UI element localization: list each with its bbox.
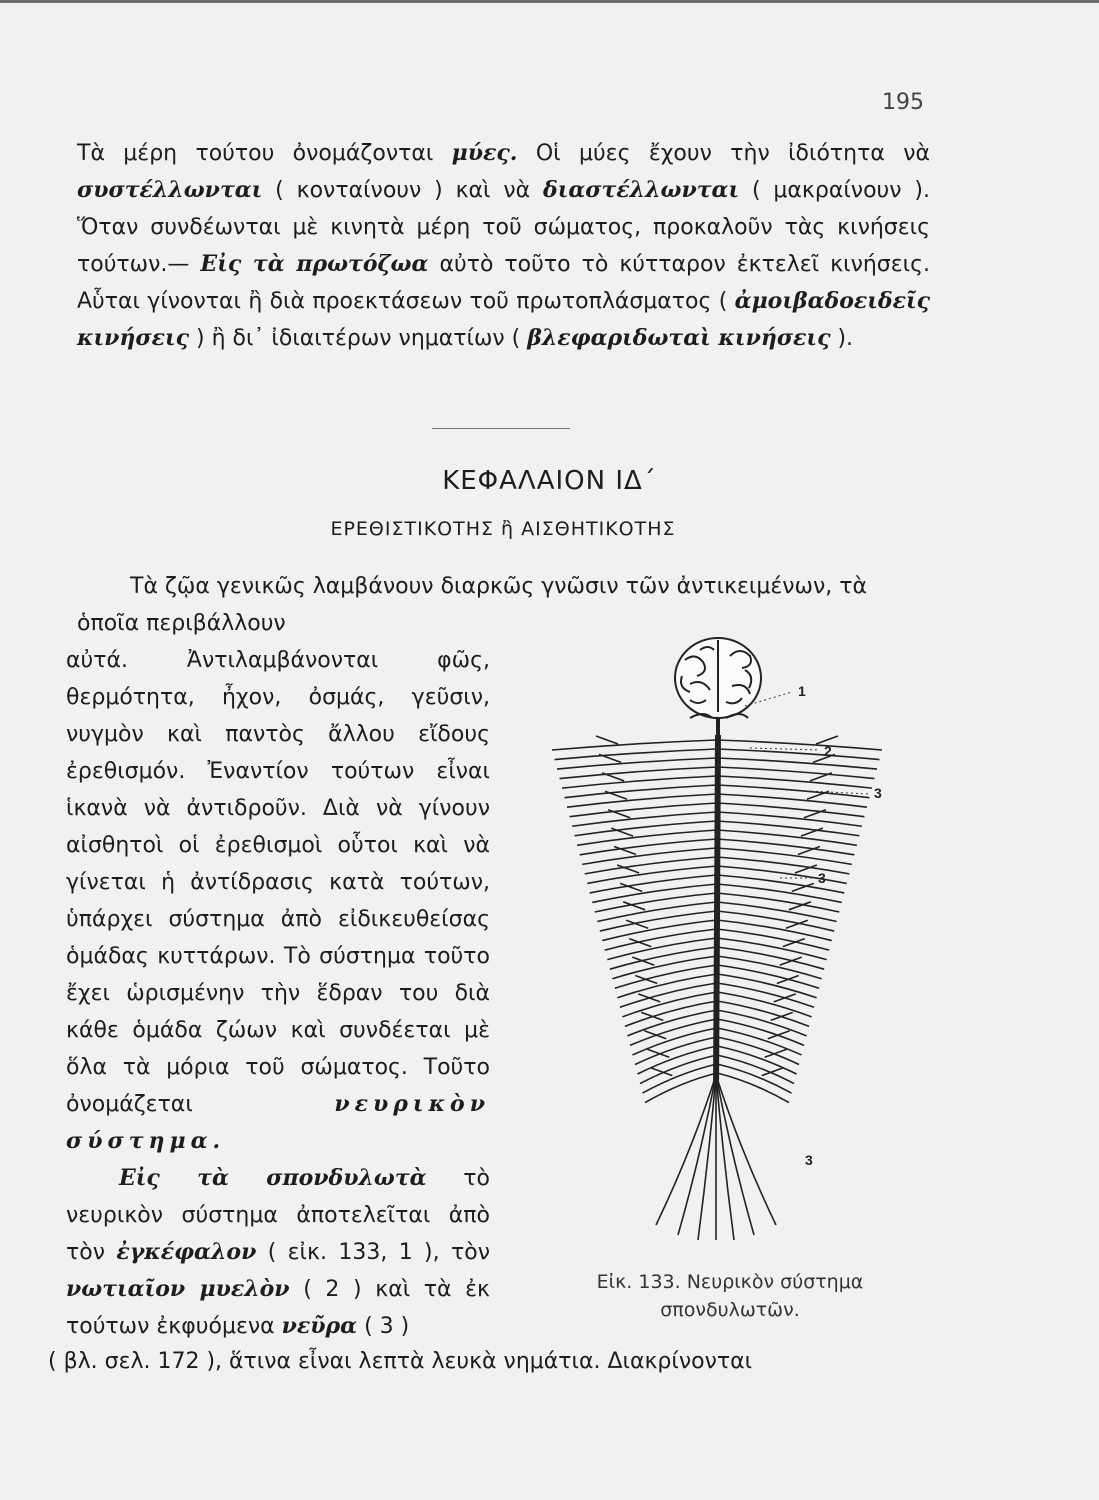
top-border bbox=[0, 0, 1099, 3]
bold-term: Εἰς τὰ σπονδυλωτὰ bbox=[119, 1165, 427, 1191]
intro-paragraph bbox=[77, 135, 930, 357]
text-run: Τὰ μέρη τούτου ὀνομάζονται bbox=[77, 141, 452, 166]
section-divider bbox=[432, 428, 570, 429]
nerve-branch bbox=[717, 1019, 804, 1045]
text-run: ). bbox=[830, 326, 854, 351]
caption-line-1: Εἰκ. 133. Νευρικὸν σύστημα bbox=[596, 1271, 864, 1293]
cauda-equina-strand bbox=[716, 1075, 776, 1225]
nerve-branch bbox=[717, 884, 842, 902]
nerve-branch bbox=[630, 1019, 717, 1045]
text-run: ) ἢ δι᾿ ἰδιαιτέρων νηματίων ( bbox=[189, 326, 528, 351]
bold-term: Εἰς τὰ πρωτόζωα bbox=[200, 251, 429, 277]
text-run: ( 2 ) καὶ τὰ ἐκ τούτων ἐκφυόμενα bbox=[66, 1277, 490, 1339]
callout-3c: 3 bbox=[805, 1152, 813, 1168]
page-number: 195 bbox=[882, 90, 924, 115]
nerve-branch bbox=[592, 884, 717, 902]
nerve-branch bbox=[717, 1073, 789, 1103]
nerve-branch bbox=[585, 857, 717, 874]
nerve-branch bbox=[552, 740, 717, 750]
text-run: ( εἰκ. 133, 1 ), τὸν bbox=[256, 1240, 490, 1265]
cauda-equina-strand bbox=[716, 1075, 754, 1235]
callout-3a: 3 bbox=[874, 785, 882, 801]
nerve-branch bbox=[717, 893, 839, 912]
nerve-branch bbox=[590, 875, 717, 893]
nerve-branch bbox=[717, 866, 847, 883]
text-column bbox=[66, 642, 490, 1345]
nerve-branch bbox=[595, 893, 717, 912]
nerve-branch bbox=[717, 749, 879, 760]
nerve-twig bbox=[647, 1049, 669, 1057]
nerve-branch bbox=[717, 794, 867, 807]
text-run: ( 3 ) bbox=[357, 1314, 410, 1339]
nerve-branch bbox=[717, 1010, 807, 1036]
nerve-branch bbox=[717, 1028, 802, 1055]
nerve-branch bbox=[632, 1028, 717, 1055]
nerve-branch bbox=[717, 857, 849, 874]
bold-term: ἀμοιβαδοειδεῖς κινήσεις bbox=[77, 288, 930, 351]
nerve-twig bbox=[765, 1049, 787, 1057]
text-run: αὐτὸ τοῦτο τὸ κύτταρον ἐκτελεῖ κινήσεις. Αὗται γίνονται ἢ διὰ προεκτάσεων τοῦ πρωτοπλάσματος ( bbox=[77, 252, 930, 314]
figure-caption bbox=[540, 1268, 920, 1324]
chapter-title: ΚΕΦΑΛΑΙΟΝ ΙΔ΄ bbox=[442, 466, 657, 496]
bold-term: συστέλλωνται bbox=[77, 177, 263, 203]
text-run: αὐτά. Ἀντιλαμβάνονται φῶς, θερμότητα, ἦχον, ὀσμάς, γεῦσιν, νυγμὸν καὶ παντὸς ἄλλου εἴδους ἐρεθισμόν. Ἐναντίον τούτων εἶναι ἱκανὰ νὰ ἀντιδροῦν. Διὰ νὰ γίνουν αἰσθητοὶ οἱ ἐρεθισμοὶ οὗτοι καὶ νὰ γίνεται ἡ ἀντίδρασις κατὰ τούτων, ὑπάρχει σύστημα ἀπὸ εἰδικευθείσας ὁμάδας κυττάρων. Τὸ σύστημα τοῦτο ἔχει ὡρισμένην τὴν ἕδραν του διὰ κάθε ὁμάδα ζώων καὶ συνδέεται μὲ ὅλα τὰ μόρια τοῦ σώματος. Τοῦτο ὀνομάζεται bbox=[66, 648, 490, 1117]
callout-3b: 3 bbox=[818, 870, 826, 886]
nerve-branch bbox=[587, 866, 717, 883]
intro-text bbox=[77, 135, 930, 357]
nerve-branch bbox=[567, 794, 717, 807]
bold-term: νωτιαῖον μυελὸν bbox=[66, 1276, 290, 1302]
body-paragraph-2 bbox=[66, 1160, 490, 1345]
nerve-branch bbox=[627, 1010, 717, 1036]
callout-2: 2 bbox=[824, 743, 832, 759]
text-run: ( κονταίνουν ) καὶ νὰ bbox=[262, 178, 544, 203]
nerve-branch bbox=[640, 1055, 717, 1084]
callout-1: 1 bbox=[798, 683, 806, 699]
brain bbox=[675, 638, 761, 718]
bold-term: διαστέλλωνται bbox=[543, 177, 740, 203]
bold-term: ἐγκέφαλον bbox=[116, 1239, 257, 1265]
body-paragraph-1-cont bbox=[66, 642, 490, 1160]
bold-term: νευρικὸν σύστημα. bbox=[66, 1091, 490, 1154]
nerve-branch bbox=[717, 1055, 794, 1084]
last-line: ( βλ. σελ. 172 ), ἅτινα εἶναι λεπτὰ λευκὰ νημάτια. Διακρίνονται bbox=[48, 1349, 753, 1374]
chapter-subtitle: ΕΡΕΘΙΣΤΙΚΟΤΗΣ ἢ ΑΙΣΘΗΤΙΚΟΤΗΣ bbox=[330, 518, 676, 540]
nervous-system-illustration bbox=[540, 620, 920, 1240]
text-run: τὸ νευρικὸν σύστημα ἀποτελεῖται ἀπὸ τὸν bbox=[66, 1166, 491, 1265]
nerve-branch bbox=[555, 749, 717, 760]
text-run: Οἱ μύες ἔχουν τὴν ἰδιότητα νὰ bbox=[517, 141, 931, 166]
bold-term: νεῦρα bbox=[281, 1313, 358, 1339]
nerve-branch bbox=[717, 740, 882, 750]
figure-133 bbox=[540, 620, 920, 1240]
nerve-branch bbox=[717, 848, 852, 864]
nerve-twig bbox=[762, 1068, 784, 1076]
caption-line-2: σπονδυλωτῶν. bbox=[660, 1299, 800, 1321]
nerve-branch bbox=[645, 1073, 717, 1103]
text-run: ( μακραίνουν ). Ὅταν συνδέωνται μὲ κινητὰ μέρη τοῦ σώματος, προκαλοῦν τὰς κινήσεις τούτων.— bbox=[77, 178, 930, 277]
bold-term: βλεφαριδωταὶ κινήσεις bbox=[527, 325, 831, 351]
nerve-twig bbox=[596, 736, 618, 744]
leader-lines bbox=[745, 692, 870, 878]
cauda-equina-strand bbox=[656, 1075, 716, 1225]
text-run: Τὰ ζῷα γενικῶς λαμβάνουν διαρκῶς γνῶσιν τῶν ἀντικειμένων, τὰ ὁποῖα περιβάλλουν bbox=[77, 574, 867, 636]
nerve-twig bbox=[650, 1068, 672, 1076]
bold-term: μύες. bbox=[451, 140, 518, 166]
nerve-branch bbox=[582, 848, 717, 864]
nerve-branch bbox=[717, 1037, 799, 1064]
nerve-branch bbox=[635, 1037, 717, 1064]
cauda-equina-strand bbox=[678, 1075, 716, 1235]
